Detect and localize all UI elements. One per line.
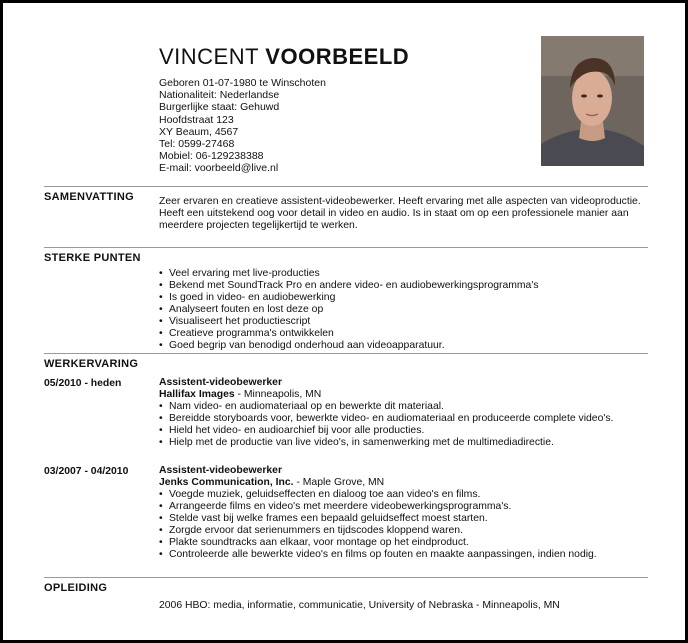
company-location: - Maple Grove, MN [293,477,385,488]
list-item: • Zorgde ervoor dat serienummers en tijdscodes kloppend waren. [159,525,643,537]
list-item: • Hield het video- en audioarchief bij voor alle producties. [159,425,643,437]
list-item: • Hielp met de productie van live video's, in samenwerking met de multimediadirectie. [159,437,643,449]
job-company-line [159,389,643,401]
list-item: • Arrangeerde films en video's met meerdere videobewerkingsprogramma's. [159,501,643,513]
job-dates: 05/2010 - heden [44,378,122,389]
job-entry [159,465,643,561]
list-item: • Nam video- en audiomateriaal op en bewerkte dit materiaal. [159,401,643,413]
contact-line: Burgerlijke staat: Gehuwd [159,101,280,114]
candidate-name [159,44,409,70]
job-title: Assistent-videobewerker [159,377,283,388]
education-text: 2006 HBO: media, informatie, communicatie, University of Nebraska - Minneapolis, MN [159,600,560,611]
experience-heading: WERKERVARING [44,358,139,370]
list-item: • Creatieve programma's ontwikkelen [159,328,643,340]
job-entry [159,377,643,449]
contact-details [159,77,326,175]
profile-photo [541,36,644,166]
contact-line: XY Beaum, 4567 [159,125,239,138]
company-name: Hallifax Images [159,389,235,400]
strengths-heading: STERKE PUNTEN [44,252,141,264]
job-dates: 03/2007 - 04/2010 [44,466,129,477]
section-divider [44,186,648,187]
list-item: • Bereidde storyboards voor, bewerkte video- en audiomateriaal en produceerde complete video's. [159,413,643,425]
section-divider [44,353,648,354]
list-item: • Is goed in video- en audiobewerking [159,292,643,304]
list-item: • Analyseert fouten en lost deze op [159,304,643,316]
list-item: • Goed begrip van benodigd onderhoud aan videoapparatuur. [159,340,643,352]
strengths-list [159,268,643,352]
list-item: • Stelde vast bij welke frames een bepaald geluidseffect moest starten. [159,513,643,525]
contact-line: Mobiel: 06-129238388 [159,150,264,163]
job-duties [159,489,643,561]
job-title: Assistent-videobewerker [159,465,283,476]
company-name: Jenks Communication, Inc. [159,477,294,488]
list-item: • Controleerde alle bewerkte video's en films op fouten en maakte aanpassingen, indien nodig. [159,549,643,561]
section-divider [44,577,648,578]
contact-line: Hoofdstraat 123 [159,113,234,126]
job-duties [159,401,643,449]
list-item: • Plakte soundtracks aan elkaar, voor montage op het eindproduct. [159,537,643,549]
list-item: • Visualiseert het productiescript [159,316,643,328]
contact-line: E-mail: voorbeeld@live.nl [159,162,279,175]
contact-line: Tel: 0599-27468 [159,138,235,151]
contact-line: Geboren 01-07-1980 te Winschoten [159,77,326,89]
section-divider [44,247,648,248]
company-location: - Minneapolis, MN [234,389,322,400]
summary-text: Zeer ervaren en creatieve assistent-videobewerker. Heeft ervaring met alle aspecten van videoproductie. Heeft een uitstekend oog voor detail in video en audio. Is in staat om op een professionele manier aan meerdere projecten tegelijkertijd te werken. [159,196,641,232]
list-item: • Veel ervaring met live-producties [159,268,643,280]
job-company-line [159,477,643,489]
first-name: VINCENT [159,44,259,69]
contact-line: Nationaliteit: Nederlandse [159,89,280,102]
list-item: • Bekend met SoundTrack Pro en andere video- en audiobewerkingsprogramma's [159,280,643,292]
education-heading: OPLEIDING [44,582,108,594]
list-item: • Voegde muziek, geluidseffecten en dialoog toe aan video's en films. [159,489,643,501]
summary-heading: SAMENVATTING [44,191,134,203]
portrait-image [541,36,644,166]
last-name: VOORBEELD [265,44,410,69]
